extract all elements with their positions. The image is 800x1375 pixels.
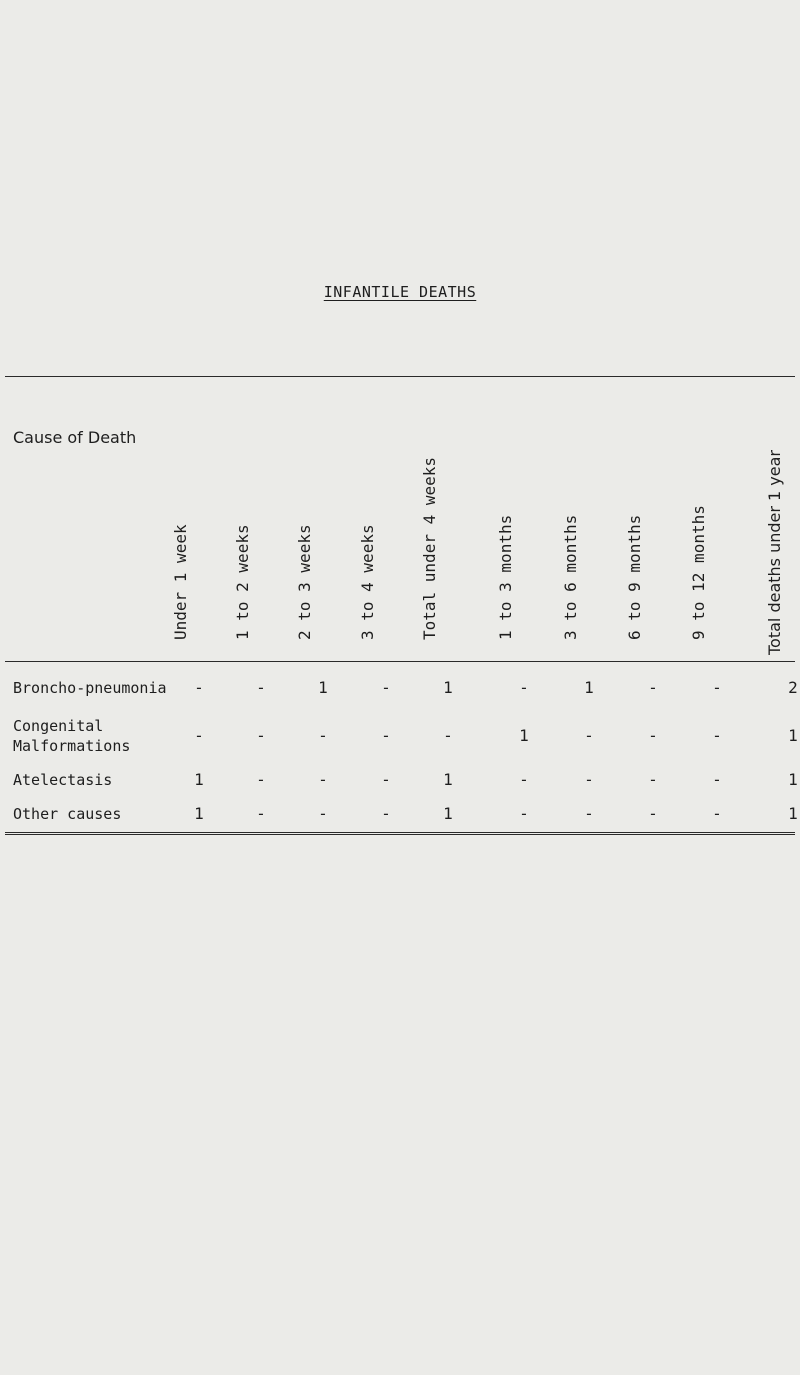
cell-1-to-2-weeks: - xyxy=(256,770,266,789)
cell-1-to-2-weeks: - xyxy=(256,726,266,745)
column-header-label: 2 to 3 weeks xyxy=(295,524,314,640)
cell-3-to-4-weeks: - xyxy=(381,804,391,823)
cell-total-under-4-weeks: 1 xyxy=(443,770,453,789)
cell-2-to-3-weeks: - xyxy=(318,726,328,745)
column-header-label: Total under 4 weeks xyxy=(420,456,439,640)
row-cause-label: Atelectasis xyxy=(13,771,113,789)
header-rule xyxy=(5,661,795,662)
cell-total-under-4-weeks: 1 xyxy=(443,804,453,823)
cell-1-to-3-months: - xyxy=(519,770,529,789)
cell-total-under-1-year: 2 xyxy=(788,678,798,697)
cell-under-1-week: 1 xyxy=(194,770,204,789)
cell-1-to-2-weeks: - xyxy=(256,678,266,697)
cell-1-to-2-weeks: - xyxy=(256,804,266,823)
column-header-label: 1 to 2 weeks xyxy=(233,524,252,640)
cell-under-1-week: - xyxy=(194,678,204,697)
row-cause-label: Other causes xyxy=(13,805,122,823)
cell-under-1-week: 1 xyxy=(194,804,204,823)
cell-9-to-12-months: - xyxy=(712,678,722,697)
cell-3-to-6-months: - xyxy=(584,804,594,823)
cell-under-1-week: - xyxy=(194,726,204,745)
page-title: INFANTILE DEATHS xyxy=(323,283,477,301)
cell-6-to-9-months: - xyxy=(648,770,658,789)
column-header-label: 9 to 12 months xyxy=(689,505,708,640)
cell-3-to-4-weeks: - xyxy=(381,678,391,697)
cell-total-under-1-year: 1 xyxy=(788,804,798,823)
cause-of-death-heading: Cause of Death xyxy=(13,428,137,447)
cell-3-to-6-months: - xyxy=(584,726,594,745)
column-header-label: Total deaths under 1 year xyxy=(765,450,784,655)
cell-3-to-6-months: - xyxy=(584,770,594,789)
cell-2-to-3-weeks: - xyxy=(318,804,328,823)
column-header-label: 1 to 3 months xyxy=(496,514,515,640)
cell-9-to-12-months: - xyxy=(712,770,722,789)
column-header-label: 3 to 6 months xyxy=(561,514,580,640)
bottom-rule xyxy=(5,832,795,835)
cell-1-to-3-months: 1 xyxy=(519,726,529,745)
cell-total-under-4-weeks: 1 xyxy=(443,678,453,697)
cell-6-to-9-months: - xyxy=(648,726,658,745)
column-header-label: Under 1 week xyxy=(171,524,190,640)
cell-total-under-1-year: 1 xyxy=(788,726,798,745)
row-cause-label: Congenital xyxy=(13,717,104,735)
cell-9-to-12-months: - xyxy=(712,804,722,823)
row-cause-label: Malformations xyxy=(13,737,131,755)
cell-3-to-4-weeks: - xyxy=(381,726,391,745)
cell-6-to-9-months: - xyxy=(648,678,658,697)
cell-6-to-9-months: - xyxy=(648,804,658,823)
top-rule xyxy=(5,376,795,377)
cell-3-to-6-months: 1 xyxy=(584,678,594,697)
column-header-label: 6 to 9 months xyxy=(625,514,644,640)
cell-total-under-4-weeks: - xyxy=(443,726,453,745)
column-header-label: 3 to 4 weeks xyxy=(358,524,377,640)
cell-3-to-4-weeks: - xyxy=(381,770,391,789)
cell-total-under-1-year: 1 xyxy=(788,770,798,789)
cell-1-to-3-months: - xyxy=(519,678,529,697)
row-cause-label: Broncho-pneumonia xyxy=(13,679,167,697)
cell-1-to-3-months: - xyxy=(519,804,529,823)
cell-2-to-3-weeks: - xyxy=(318,770,328,789)
cell-9-to-12-months: - xyxy=(712,726,722,745)
cell-2-to-3-weeks: 1 xyxy=(318,678,328,697)
